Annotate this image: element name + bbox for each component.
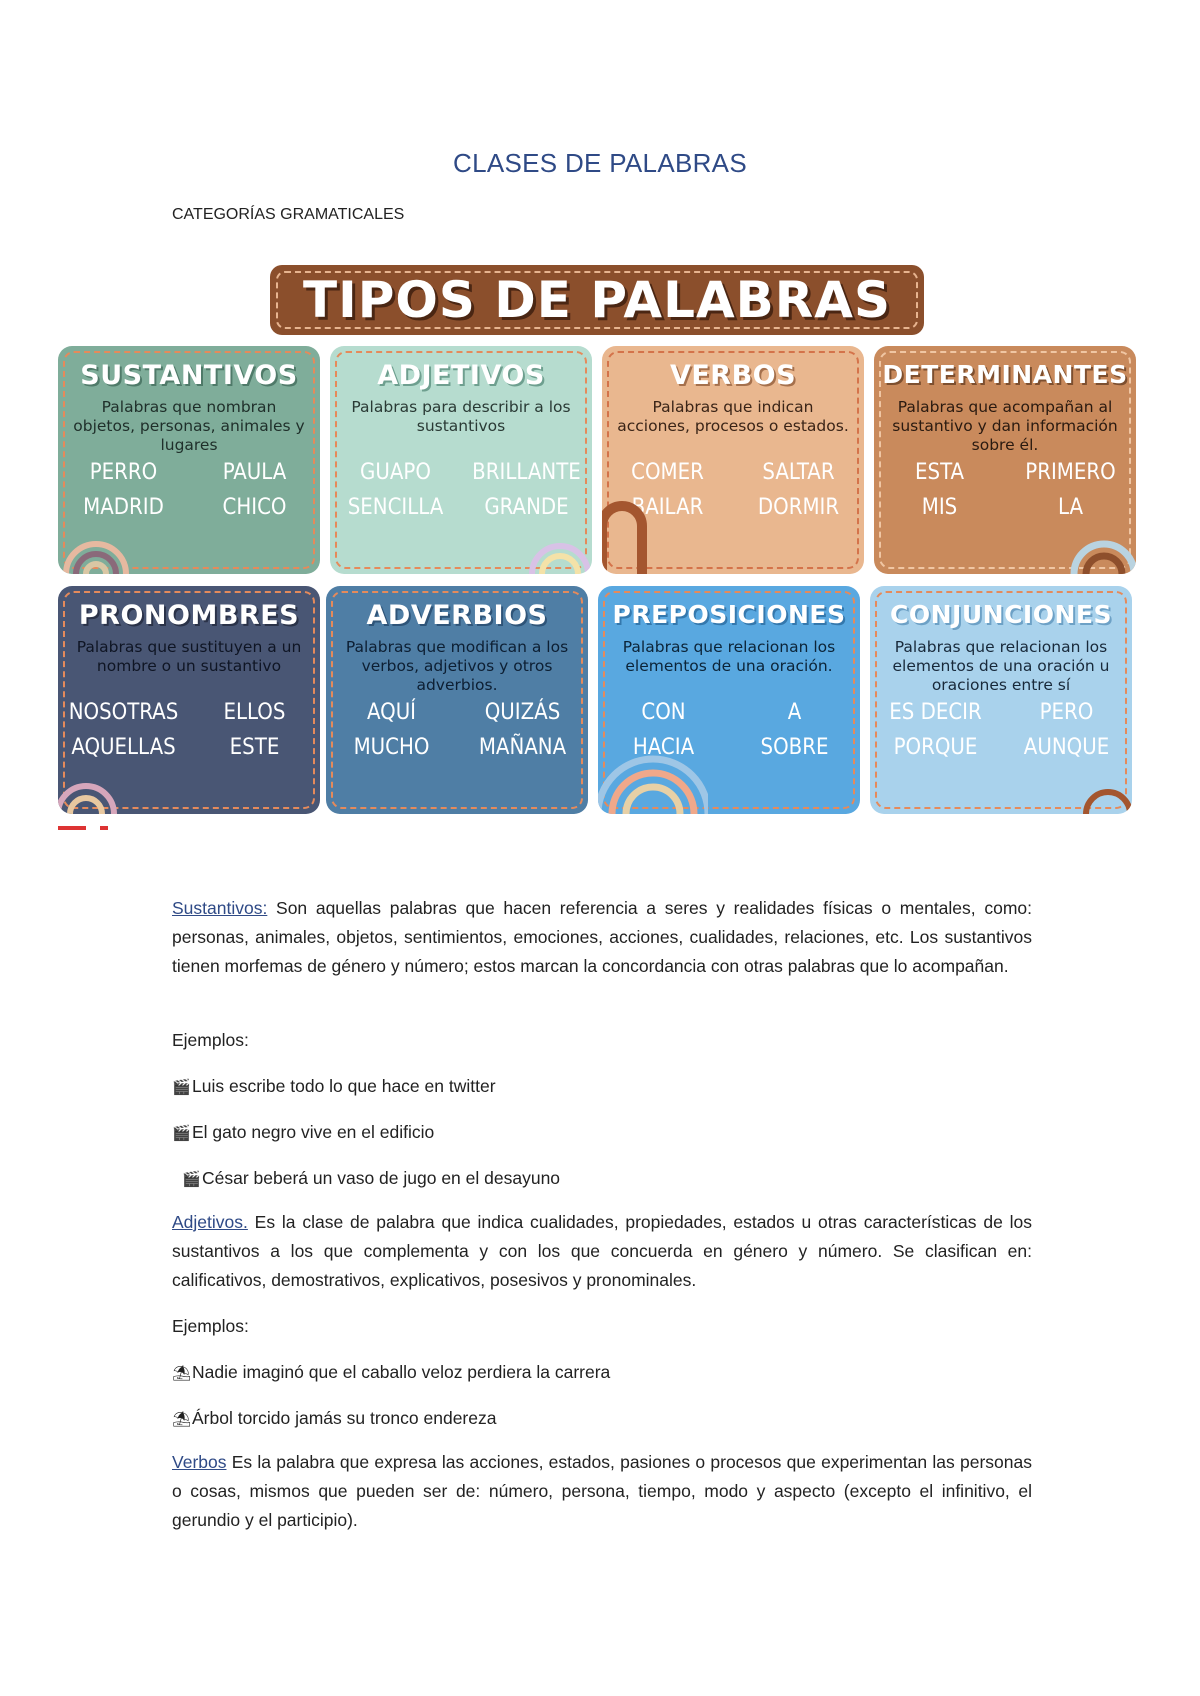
examples-label: Ejemplos: [172,1030,249,1050]
card-conjunciones [870,586,1132,814]
example-word: PERO [1039,700,1094,725]
page-subtitle: CATEGORÍAS GRAMATICALES [172,206,405,223]
card-description: Palabras que relacionan los elementos de una oración. [622,638,836,675]
example-word: GRANDE [484,495,569,520]
clapperboard-icon: 🎬 [172,1125,191,1142]
umbrella-icon: ⛱ [172,1365,192,1382]
card-preposiciones [598,586,860,814]
card-adjetivos [330,346,592,574]
example-word: NOSOTRAS [68,700,179,725]
clapperboard-icon: 🎬 [172,1079,191,1096]
sustantivos-link[interactable]: Sustantivos: [172,898,268,918]
infographic-banner [270,265,924,335]
example-item [172,1076,496,1097]
example-word: AQUELLAS [71,735,176,760]
example-text: Nadie imaginó que el caballo veloz perdiera la carrera [192,1362,611,1382]
example-word: BRILLANTE [472,460,581,485]
rainbow-decoration-icon [58,764,118,814]
example-word: ELLOS [223,700,286,725]
page-title: CLASES DE PALABRAS [453,148,747,178]
red-mark [58,826,86,830]
example-text: Árbol torcido jamás su tronco endereza [192,1408,497,1428]
example-word: COMER [631,460,704,485]
card-examples [330,460,592,520]
example-word: ES DECIR [889,700,982,725]
verbos-link[interactable]: Verbos [172,1452,227,1472]
example-word: SOBRE [760,735,829,760]
card-adverbios [326,586,588,814]
example-word: MIS [921,495,958,520]
banner-title: TIPOS DE PALABRAS [303,271,891,329]
rainbow-decoration-icon [528,526,592,574]
example-word: MAÑANA [478,735,567,760]
example-word: CON [641,700,686,725]
adjetivos-link[interactable]: Adjetivos. [172,1212,248,1232]
card-heading: DETERMINANTES [882,360,1128,389]
example-word: PAULA [222,460,287,485]
adjetivos-text: Es la clase de palabra que indica cualidades, propiedades, estados u otras características de los sustantivos a los que complementa y con los que concuerda en género y número. Se clasifican en: calificativos, demostrativos, explicativos, posesivos y pronominales. [172,1212,1032,1290]
card-examples [870,700,1132,760]
card-examples [58,700,320,760]
card-sustantivos [58,346,320,574]
red-mark [100,826,108,830]
card-heading: SUSTANTIVOS [80,360,298,391]
card-determinantes [874,346,1136,574]
card-examples [874,460,1136,520]
verbos-text: Es la palabra que expresa las acciones, estados, pasiones o procesos que experimentan las personas o cosas, mismos que pueden ser de: número, persona, tiempo, modo y aspecto (excepto el infinitivo, el gerundio y el participio). [172,1452,1032,1530]
card-heading: PRONOMBRES [78,600,300,631]
card-heading: ADJETIVOS [377,360,545,391]
card-pronombres [58,586,320,814]
card-examples [58,460,320,520]
example-item [172,1408,496,1429]
example-word: ESTE [229,735,280,760]
card-description: Palabras que sustituyen a un nombre o un sustantivo [76,638,302,675]
adjetivos-paragraph [172,1208,1032,1295]
rainbow-decoration-icon [1082,766,1132,814]
example-text: El gato negro vive en el edificio [192,1122,435,1142]
example-word: AQUÍ [366,700,417,725]
sustantivos-paragraph [172,894,1032,981]
rainbow-decoration-icon [598,748,708,814]
example-item [182,1168,560,1189]
example-text: Luis escribe todo lo que hace en twitter [192,1076,496,1096]
example-word: PORQUE [893,735,978,760]
example-word: MADRID [83,495,164,520]
rainbow-decoration-icon [1070,518,1136,574]
example-word: SALTAR [762,460,835,485]
card-description: Palabras que modifican a los verbos, adjetivos y otros adverbios. [345,638,569,694]
card-heading: CONJUNCIONES [890,600,1112,629]
example-text: César beberá un vaso de jugo en el desayuno [202,1168,561,1188]
example-item [172,1122,434,1143]
example-word: AUNQUE [1023,735,1110,760]
card-description: Palabras que acompañan al sustantivo y dan información sobre él. [892,398,1118,454]
umbrella-icon: ⛱ [172,1411,192,1428]
card-examples [326,700,588,760]
example-word: QUIZÁS [484,700,561,725]
examples-label: Ejemplos: [172,1316,249,1336]
rainbow-decoration-icon [602,496,652,574]
card-description: Palabras para describir a los sustantivos [351,398,571,435]
example-item [172,1362,610,1383]
example-word: PRIMERO [1025,460,1116,485]
card-verbos [602,346,864,574]
example-word: ESTA [915,460,964,485]
example-word: CHICO [222,495,287,520]
example-word: GUAPO [360,460,431,485]
example-word: LA [1057,495,1084,520]
card-description: Palabras que indican acciones, procesos o estados. [617,398,849,435]
card-heading: PREPOSICIONES [612,600,846,629]
card-description: Palabras que relacionan los elementos de una oración u oraciones entre sí [892,638,1110,694]
sustantivos-text: Son aquellas palabras que hacen referencia a seres y realidades físicas o mentales, como: personas, animales, objetos, sentimientos, emociones, acciones, cualidades, relaciones, etc. Los sustantivos tienen morfemas de género y número; estos marcan la concordancia con otras palabras que lo acompañan. [172,898,1032,976]
example-word: A [787,700,802,725]
example-word: MUCHO [353,735,430,760]
clapperboard-icon: 🎬 [182,1171,201,1188]
rainbow-decoration-icon [62,526,132,574]
example-word: DORMIR [757,495,840,520]
card-description: Palabras que nombran objetos, personas, animales y lugares [73,398,305,454]
example-word: HACIA [632,735,695,760]
card-heading: VERBOS [669,360,797,391]
verbos-paragraph [172,1448,1032,1535]
example-word: PERRO [89,460,158,485]
example-word: SENCILLA [347,495,444,520]
example-word: BAILAR [631,495,704,520]
card-heading: ADVERBIOS [366,600,548,631]
